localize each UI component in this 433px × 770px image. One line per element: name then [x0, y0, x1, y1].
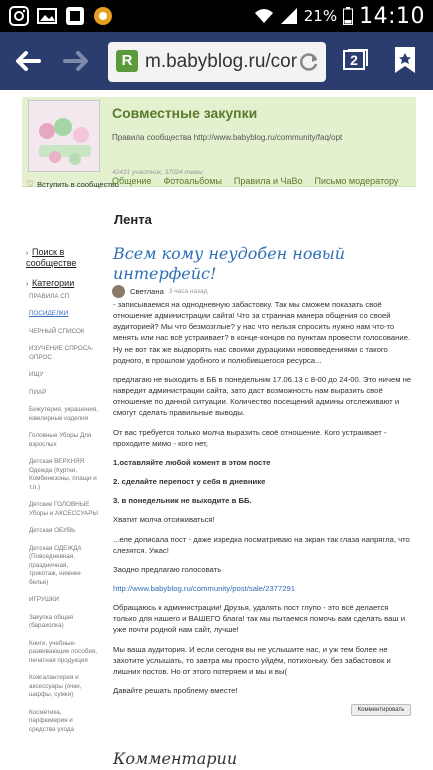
comment-button[interactable]: Комментировать — [351, 704, 411, 716]
join-label: Вступить в сообщество — [37, 180, 119, 189]
orange-circle-icon — [92, 5, 114, 27]
site-badge: R — [116, 50, 138, 72]
search-link[interactable]: › Поиск в сообществе — [26, 247, 77, 268]
signal-icon — [280, 7, 298, 25]
sidebar-category[interactable]: ИГРУШКИ — [29, 596, 59, 603]
post-paragraph: Обращаюсь к администрации! Друзья, удалять пост глупо - это всё делается только для нашего и ВАШЕГО блага! так мы пытаемся помочь вам сделать ваш и уже почти родной нам сайт, лучше! — [113, 603, 406, 635]
post-step: 3. в понедельник не выходите в ББ. — [113, 496, 252, 506]
app-icon — [64, 5, 86, 27]
join-community-link[interactable] — [26, 179, 119, 190]
battery-icon — [343, 7, 353, 25]
post-paragraph: От вас требуется только молча выразить своё отношение. Кого устраивает - проходите мимо - кого нет, — [113, 427, 387, 448]
post-paragraph: Давайте решать проблему вместе! — [113, 686, 238, 696]
comments-title: Комментарии — [113, 749, 238, 768]
post-paragraph: - записываемся на однодневную забастовку. Так мы сможем показать своё отношение администрации сайта! Что за странная манера общения со своей аудиторией? Мы что безмозглые? у нас что нельзя спросить нужно нам что-то менять или нас всё устраивает? в конце-концов по пунктам провести голосование. Ну не вот так же выдворять нас своими дурацкими нововведениями с такого родного, в прошлом удобного и полюбившегося ресурса... — [113, 300, 411, 365]
community-logo-image — [29, 101, 100, 172]
post-body — [113, 299, 413, 704]
post-paragraph: предлагаю не выходить в ББ в понедельник 17.06.13 с 8-00 до 24-00. Это ничем не навредит администрации сайта, зато даст возможность нам выразить своё отношение по данной ситуации. Количество посещений админы отслеживают и смогут сделать правильные выводы. — [113, 374, 412, 418]
sidebar-category[interactable]: ЧЕРНЫЙ СПИСОК — [29, 327, 85, 335]
sidebar — [26, 248, 98, 743]
clock: 14:10 — [359, 3, 425, 29]
sidebar-category[interactable]: Косметика, парфюмерия и средства ухода — [29, 708, 75, 733]
tab-communication[interactable]: Общение — [112, 176, 152, 186]
back-arrow-icon[interactable] — [12, 46, 42, 76]
sidebar-category[interactable]: ИЩУ — [29, 371, 44, 378]
forward-arrow-icon[interactable] — [62, 46, 92, 76]
community-title[interactable]: Совместные закупки — [112, 105, 258, 121]
community-rules: Правила сообщества http://www.babyblog.ru/community/faq/opt — [112, 133, 343, 142]
arrow-right-icon: › — [26, 250, 29, 257]
tabs-stack-icon — [340, 44, 370, 74]
status-right — [254, 0, 425, 32]
tab-rules-faq[interactable]: Правила и ЧаВо — [233, 176, 303, 186]
instagram-icon — [8, 5, 30, 27]
community-header — [22, 97, 416, 187]
sidebar-category[interactable]: Книги, учебные-развивающие пособия, печатная продукция — [29, 639, 98, 664]
sidebar-category[interactable]: Закупка общая (барахолка) — [29, 613, 74, 629]
feed-title: Лента — [114, 212, 152, 227]
post-link[interactable]: http://www.babyblog.ru/community/post/sale/2377291 — [113, 583, 296, 593]
tab-count: 2 — [343, 50, 365, 70]
sidebar-category[interactable]: ИЗУЧЕНИЕ СПРОСА-ОПРОС — [29, 345, 94, 361]
avatar[interactable] — [112, 285, 125, 298]
post-title[interactable]: Всем кому неудобен новый интерфейс! — [113, 244, 346, 283]
wifi-icon — [254, 7, 274, 25]
post-paragraph: Мы ваша аудитория. И если сегодня вы не услышите нас, и уж тем более не захотите услышать, то завтра мы просто уйдём, потихоньку. без забастовок и лишних постов. Но от этого потеряем и мы и вы( — [113, 644, 391, 676]
sidebar-category[interactable]: Головные Уборы Для взрослых — [29, 432, 92, 448]
sidebar-category[interactable]: Детская ВЕРХНЯЯ Одежда (Куртки, Комбинезоны, плащи и т.п.) — [29, 458, 97, 491]
post-paragraph: ...еле дописала пост - даже изредка посматриваю на экран так глаза напрягла, что слезятся. Ужас! — [113, 534, 410, 555]
reload-icon[interactable] — [298, 51, 320, 73]
sidebar-category[interactable]: Детские ГОЛОВНЫЕ Уборы и АКСЕССУАРЫ — [29, 501, 98, 517]
tab-moderator-letter[interactable]: Письмо модератору — [314, 176, 399, 186]
heart-icon: ♡ — [26, 179, 35, 189]
tab-photo-albums[interactable]: Фотоальбомы — [163, 176, 222, 186]
post-step: 2. сделайте перепост у себя в дневнике — [113, 477, 266, 487]
post-paragraph: Хватит молча отсиживаться! — [113, 515, 215, 525]
status-bar — [0, 0, 433, 32]
sidebar-category[interactable]: ПИАР — [29, 388, 47, 396]
sidebar-category[interactable]: Кожгалантерея и аксессуары (очки, шарфы, сумки) — [29, 674, 82, 698]
sidebar-category[interactable]: Детская ОБУВЬ — [29, 527, 76, 534]
post-paragraph: Заодно предлагаю голосовать — [113, 564, 222, 574]
photo-icon — [36, 5, 58, 27]
categories-link[interactable]: › Категории — [26, 278, 75, 288]
sidebar-category[interactable]: Бижутерия, украшения, ювелирные изделия — [29, 406, 98, 422]
post-time: 3 часа назад — [168, 288, 208, 295]
sidebar-category-selected[interactable]: ПОСИДЕЛКИ — [29, 310, 69, 317]
battery-percent: 21% — [303, 7, 338, 25]
bookmark-icon[interactable] — [392, 45, 418, 75]
url-text[interactable]: m.babyblog.ru/cor — [145, 51, 297, 72]
community-avatar[interactable] — [28, 100, 100, 172]
community-stats: 42431 участник, 37024 темы — [112, 169, 203, 176]
arrow-right-icon: › — [26, 281, 29, 288]
url-bar[interactable] — [108, 42, 326, 82]
author-name[interactable]: Светлана — [130, 287, 164, 296]
browser-toolbar — [0, 32, 433, 90]
sidebar-category[interactable]: ПРАВИЛА СП — [29, 292, 70, 300]
post-author — [112, 285, 207, 298]
community-nav — [112, 176, 398, 186]
post-step: 1.оставляйте любой комент в этом посте — [113, 457, 271, 467]
sidebar-category[interactable]: Детская ОДЕЖДА (Повседневная, праздничная, трикотаж, нижнее белье) — [29, 544, 82, 586]
